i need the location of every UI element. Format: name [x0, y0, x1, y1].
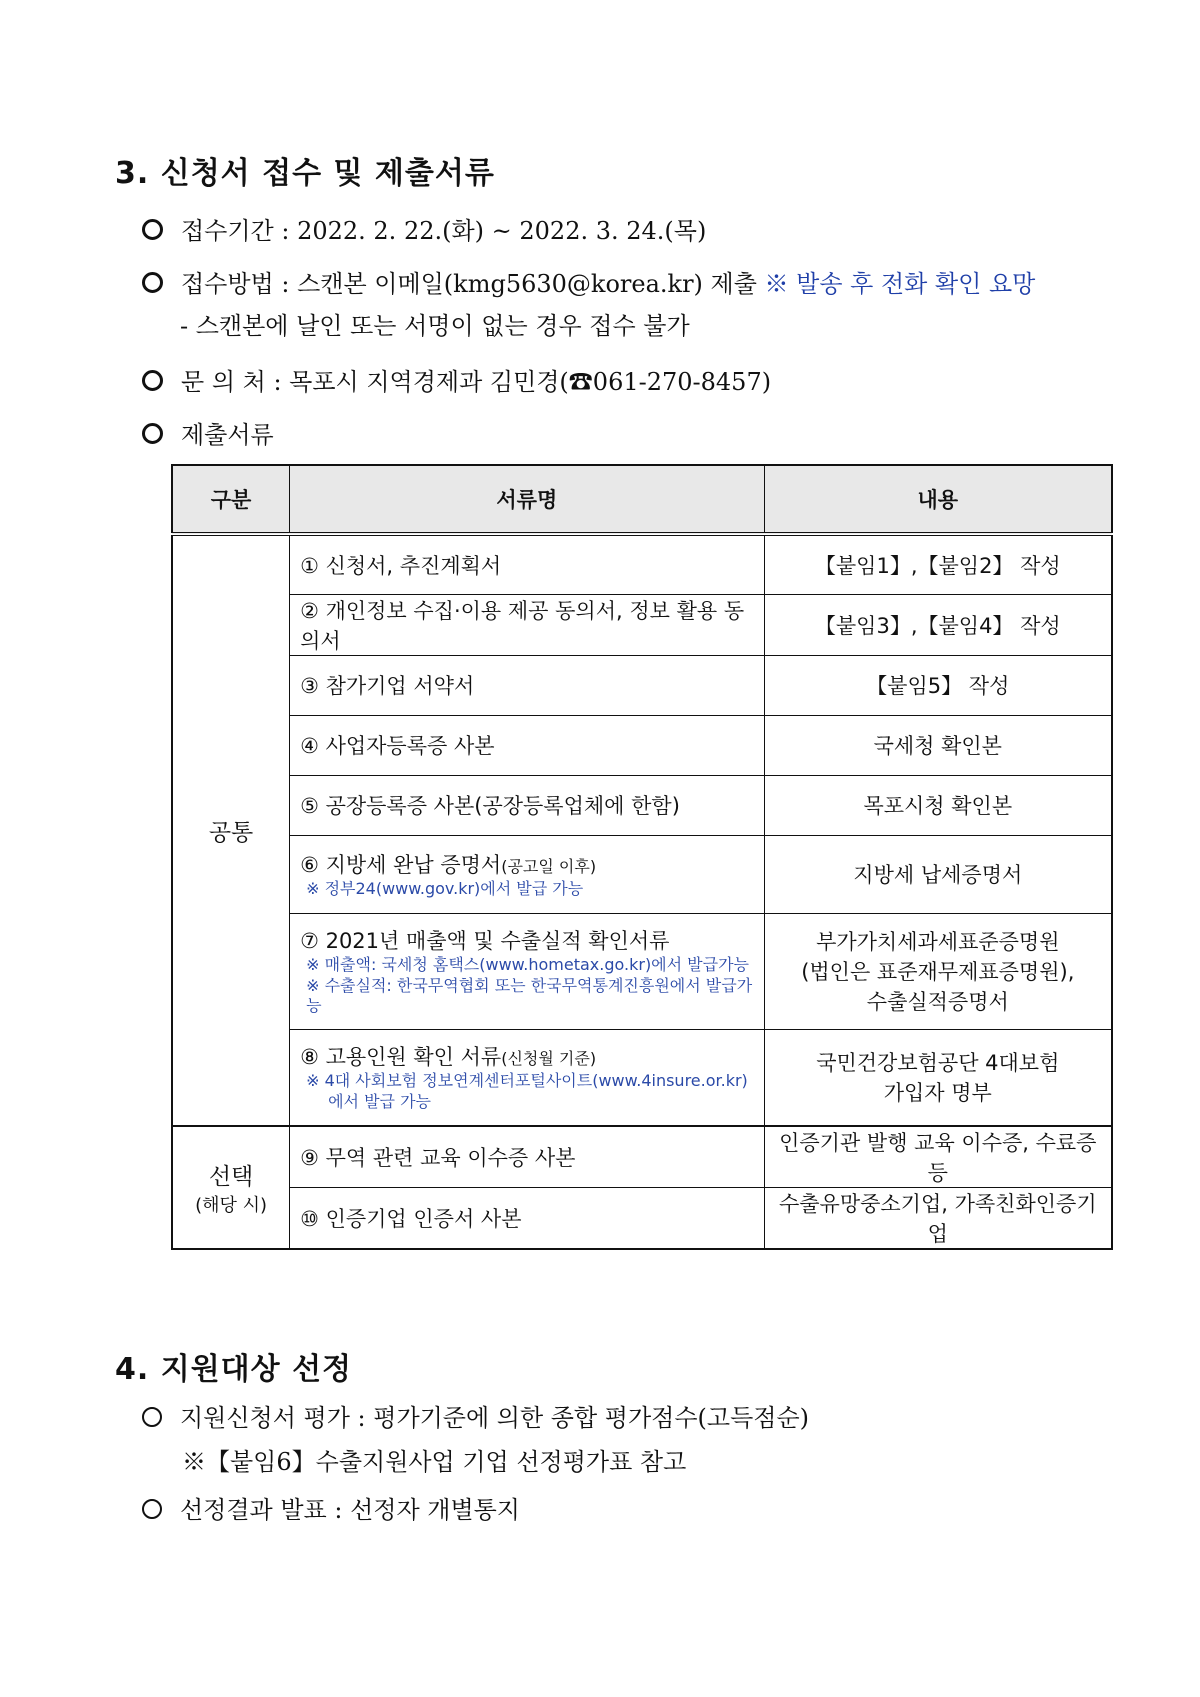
circle-bullet-icon	[142, 1499, 162, 1519]
doc-content-cell	[764, 913, 1112, 1029]
doc-note: ※ 매출액: 국세청 홈택스(www.hometax.go.kr)에서 발급가능	[306, 954, 750, 974]
header-category: 구분	[172, 465, 290, 534]
method-sub-line: - 스캔본에 날인 또는 서명이 없는 경우 접수 불가	[180, 312, 690, 340]
method-text: 접수방법 : 스캔본 이메일(kmg5630@korea.kr) 제출	[181, 270, 757, 298]
doc-content: 지방세 납세증명서	[764, 835, 1112, 913]
doc-name-qualifier: (신청월 기준)	[501, 1049, 597, 1069]
doc-content-line: (법인은 표준재무제표증명원),	[801, 960, 1075, 984]
table-row	[172, 1188, 1112, 1250]
category-common: 공통	[172, 534, 290, 1126]
doc-content-line: 부가가치세과세표준증명원	[816, 930, 1060, 954]
method-line	[142, 264, 1035, 299]
table-row	[172, 775, 1112, 835]
contact-line	[142, 362, 771, 397]
table-row	[172, 835, 1112, 913]
doc-content: 국세청 확인본	[764, 715, 1112, 775]
category-optional-sub: (해당 시)	[195, 1195, 267, 1216]
table-row	[172, 715, 1112, 775]
doc-name-cell	[290, 1029, 765, 1126]
eval-line	[142, 1398, 809, 1433]
doc-name-qualifier: (공고일 이후)	[501, 856, 597, 876]
doc-name-cell	[290, 835, 765, 913]
doc-content: 인증기관 발행 교육 이수증, 수료증 등	[764, 1126, 1112, 1188]
doc-content: 목포시청 확인본	[764, 775, 1112, 835]
doc-name: ③ 참가기업 서약서	[290, 655, 765, 715]
category-optional-label: 선택	[208, 1164, 254, 1190]
circle-bullet-icon	[142, 272, 163, 293]
table-row	[172, 1029, 1112, 1126]
header-content: 내용	[764, 465, 1112, 534]
circle-bullet-icon	[142, 423, 163, 444]
eval-text: 지원신청서 평가 : 평가기준에 의한 종합 평가점수(고득점순)	[180, 1404, 810, 1432]
circle-bullet-icon	[142, 219, 163, 240]
section-4-title: 4. 지원대상 선정	[115, 1352, 353, 1387]
method-note: ※ 발송 후 전화 확인 요망	[764, 270, 1036, 298]
doc-name: ② 개인정보 수집·이용 제공 동의서, 정보 활용 동의서	[290, 594, 765, 655]
docs-label-text: 제출서류	[181, 421, 274, 449]
doc-content: 【붙임5】 작성	[764, 655, 1112, 715]
doc-content-line: 국민건강보험공단 4대보험	[816, 1051, 1060, 1076]
doc-name: ⑤ 공장등록증 사본(공장등록업체에 한함)	[290, 775, 765, 835]
doc-content: 【붙임1】,【붙임2】 작성	[764, 534, 1112, 594]
table-row	[172, 1126, 1112, 1188]
result-line	[142, 1490, 520, 1525]
doc-name: ④ 사업자등록증 사본	[290, 715, 765, 775]
doc-content: 【붙임3】,【붙임4】 작성	[764, 594, 1112, 655]
table-row	[172, 594, 1112, 655]
doc-name: ⑨ 무역 관련 교육 이수증 사본	[290, 1126, 765, 1188]
table-header-row	[172, 465, 1112, 534]
doc-name: ⑧ 고용인원 확인 서류	[300, 1045, 502, 1070]
result-text: 선정결과 발표 : 선정자 개별통지	[180, 1496, 520, 1524]
doc-note: 에서 발급 가능	[328, 1092, 431, 1112]
doc-content-line: 수출실적증명서	[866, 990, 1009, 1014]
table-row	[172, 655, 1112, 715]
eval-note-line: ※【붙임6】수출지원사업 기업 선정평가표 참고	[182, 1448, 687, 1476]
section-3-title: 3. 신청서 접수 및 제출서류	[115, 156, 495, 191]
period-text: 접수기간 : 2022. 2. 22.(화) ~ 2022. 3. 24.(목)	[181, 217, 707, 245]
doc-note: ※ 4대 사회보험 정보연계센터포털사이트(www.4insure.or.kr)	[306, 1071, 748, 1091]
doc-name: ⑦ 2021년 매출액 및 수출실적 확인서류	[300, 928, 670, 953]
documents-table	[171, 464, 1113, 1250]
doc-name: ① 신청서, 추진계획서	[290, 534, 765, 594]
doc-note: ※ 정부24(www.gov.kr)에서 발급 가능	[306, 878, 584, 898]
category-optional	[172, 1126, 290, 1249]
doc-name: ⑥ 지방세 완납 증명서	[300, 852, 502, 877]
doc-name: ⑩ 인증기업 인증서 사본	[290, 1188, 765, 1250]
header-doc-name: 서류명	[290, 465, 765, 534]
doc-content-cell	[764, 1029, 1112, 1126]
doc-content-line: 가입자 명부	[883, 1081, 992, 1106]
doc-content: 수출유망중소기업, 가족친화인증기업	[764, 1188, 1112, 1250]
docs-label-line	[142, 415, 274, 450]
doc-note: ※ 수출실적: 한국무역협회 또는 한국무역통계진흥원에서 발급가능	[306, 975, 753, 1016]
period-line	[142, 211, 706, 246]
contact-text: 문 의 처 : 목포시 지역경제과 김민경(☎061-270-8457)	[181, 368, 772, 396]
circle-bullet-icon	[142, 1407, 162, 1427]
circle-bullet-icon	[142, 370, 163, 391]
table-row	[172, 534, 1112, 594]
doc-name-cell	[290, 913, 765, 1029]
table-row	[172, 913, 1112, 1029]
